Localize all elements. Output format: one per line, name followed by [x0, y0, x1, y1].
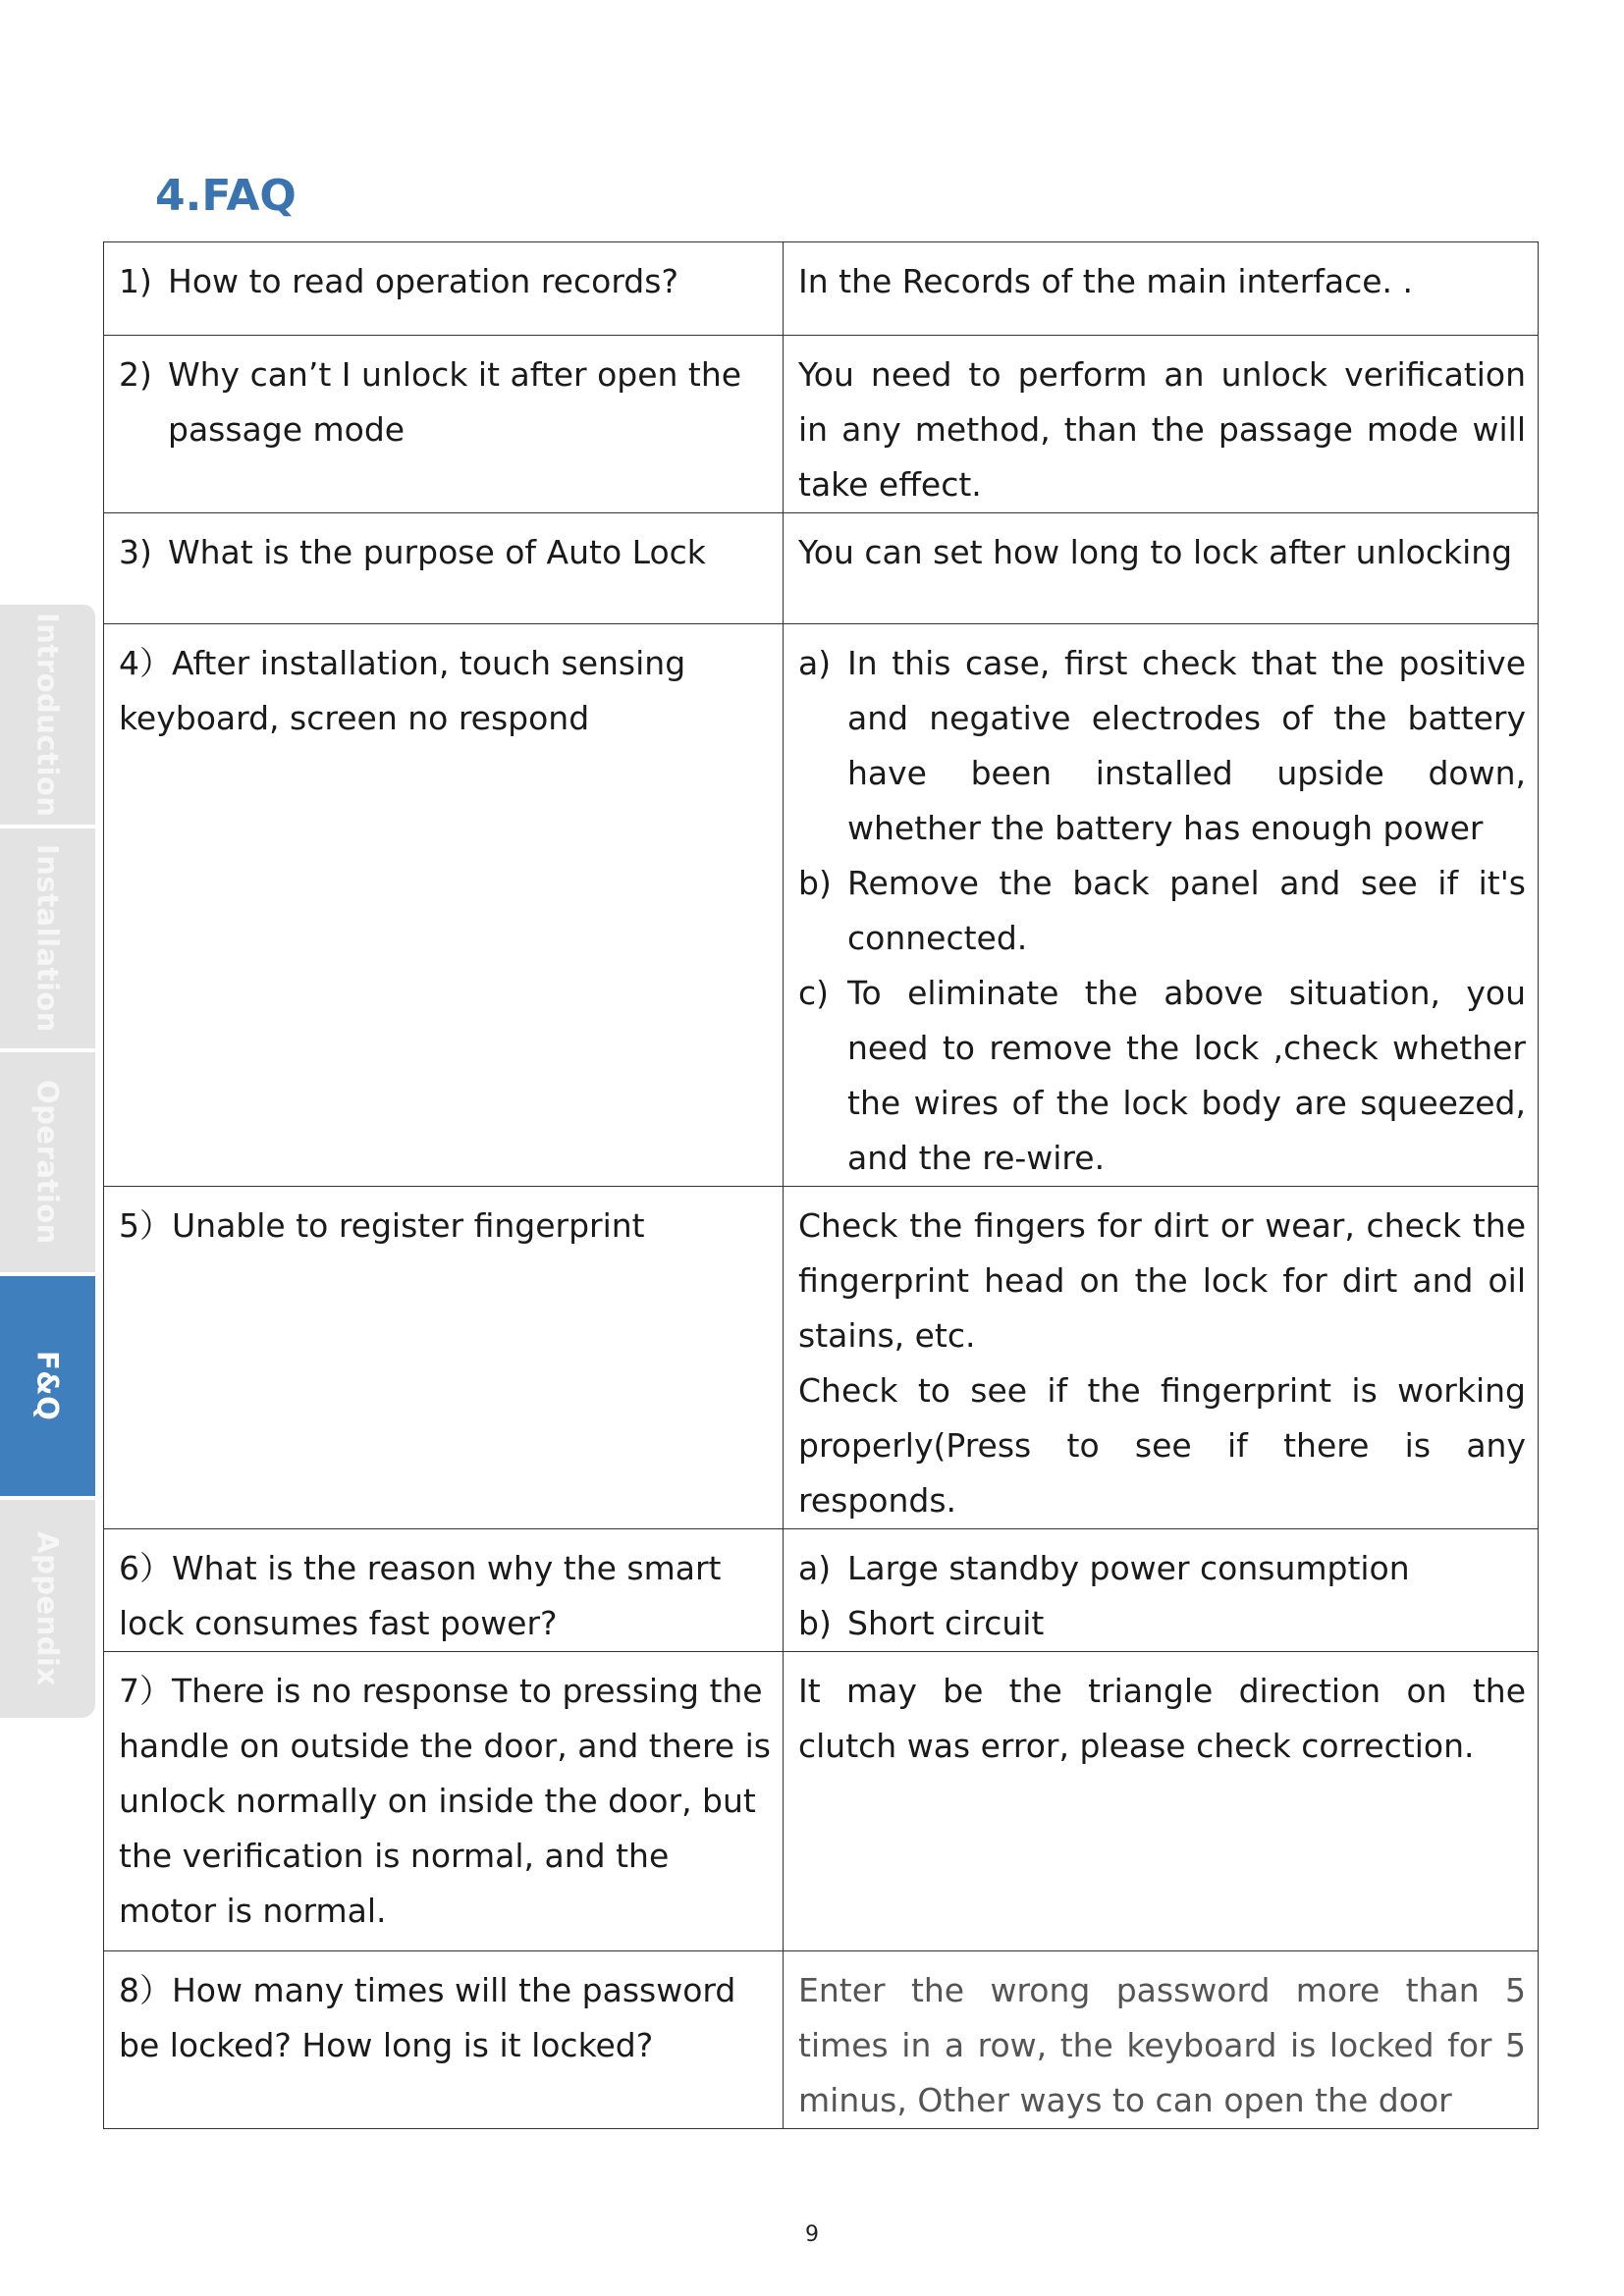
- answer-item-text: Remove the back panel and see if it's connected.: [847, 864, 1526, 957]
- tab-fq-label: F&Q: [30, 1351, 65, 1421]
- side-tab-nav: [0, 605, 95, 1722]
- page-number: 9: [805, 2222, 819, 2247]
- tab-operation[interactable]: [0, 1052, 95, 1272]
- faq-answer: [784, 1187, 1539, 1529]
- faq-question: 6）What is the reason why the smart lock consumes fast power?: [104, 1529, 784, 1652]
- answer-item: [798, 856, 1526, 966]
- answer-item-label: a): [798, 1549, 832, 1587]
- tab-operation-label: Operation: [30, 1080, 65, 1245]
- question-text: Why can’t I unlock it after open the passage mode: [168, 355, 742, 449]
- page-title: 4.FAQ: [155, 171, 297, 221]
- faq-answer: [784, 1529, 1539, 1652]
- answer-item: [798, 1596, 1526, 1651]
- answer-item-label: a): [798, 644, 832, 682]
- faq-row-6: [104, 1529, 1539, 1652]
- faq-answer: [784, 624, 1539, 1187]
- faq-row-1: [104, 242, 1539, 336]
- faq-question: 7）There is no response to pressing the handle on outside the door, and there is unlock normally on inside the door, but the verification is normal, and the motor is normal.: [104, 1652, 784, 1951]
- question-number: 2): [119, 355, 152, 394]
- answer-item-text: In this case, first check that the positive and negative electrodes of the battery have been installed upside down, whether the battery has enough power: [847, 644, 1526, 847]
- faq-row-3: [104, 513, 1539, 624]
- question-text: How to read operation records?: [168, 262, 678, 300]
- answer-paragraph: Check to see if the fingerprint is working properly(Press to see if there is any responds.: [798, 1371, 1526, 1520]
- answer-item: [798, 636, 1526, 856]
- faq-question: 4）After installation, touch sensing keyboard, screen no respond: [104, 624, 784, 1187]
- faq-row-2: [104, 336, 1539, 513]
- faq-row-5: [104, 1187, 1539, 1529]
- answer-item-text: Short circuit: [847, 1604, 1045, 1642]
- tab-introduction-label: Introduction: [30, 612, 65, 818]
- answer-paragraph: Check the fingers for dirt or wear, check the fingerprint head on the lock for dirt and oil stains, etc.: [798, 1206, 1526, 1355]
- faq-question: 8）How many times will the password be locked? How long is it locked?: [104, 1951, 784, 2129]
- tab-appendix-label: Appendix: [30, 1531, 65, 1686]
- answer-item: [798, 966, 1526, 1186]
- answer-item-label: b): [798, 1604, 832, 1642]
- question-text: What is the purpose of Auto Lock: [168, 533, 706, 571]
- tab-introduction[interactable]: [0, 605, 95, 825]
- tab-installation[interactable]: [0, 828, 95, 1048]
- answer-item: [798, 1541, 1526, 1596]
- faq-answer: It may be the triangle direction on the clutch was error, please check correction.: [784, 1652, 1539, 1951]
- faq-table: [103, 241, 1539, 2129]
- answer-item-text: To eliminate the above situation, you need to remove the lock ,check whether the wires of the lock body are squeezed, and the re-wire.: [847, 974, 1526, 1177]
- faq-row-8: [104, 1951, 1539, 2129]
- answer-item-text: Large standby power consumption: [847, 1549, 1410, 1587]
- question-number: 1): [119, 262, 152, 300]
- answer-item-label: b): [798, 864, 832, 902]
- faq-answer: Enter the wrong password more than 5 times in a row, the keyboard is locked for 5 minus, Other ways to can open the door: [784, 1951, 1539, 2129]
- faq-answer: You can set how long to lock after unlocking: [784, 513, 1539, 624]
- question-number: 3): [119, 533, 152, 571]
- tab-fq[interactable]: [0, 1276, 95, 1496]
- faq-question: [104, 336, 784, 513]
- faq-answer: You need to perform an unlock verification in any method, than the passage mode will take effect.: [784, 336, 1539, 513]
- faq-question: 5）Unable to register fingerprint: [104, 1187, 784, 1529]
- answer-item-label: c): [798, 974, 830, 1012]
- faq-question: [104, 242, 784, 336]
- tab-appendix[interactable]: [0, 1500, 95, 1718]
- faq-row-7: [104, 1652, 1539, 1951]
- tab-installation-label: Installation: [30, 844, 65, 1033]
- faq-row-4: [104, 624, 1539, 1187]
- faq-answer: In the Records of the main interface. .: [784, 242, 1539, 336]
- faq-question: [104, 513, 784, 624]
